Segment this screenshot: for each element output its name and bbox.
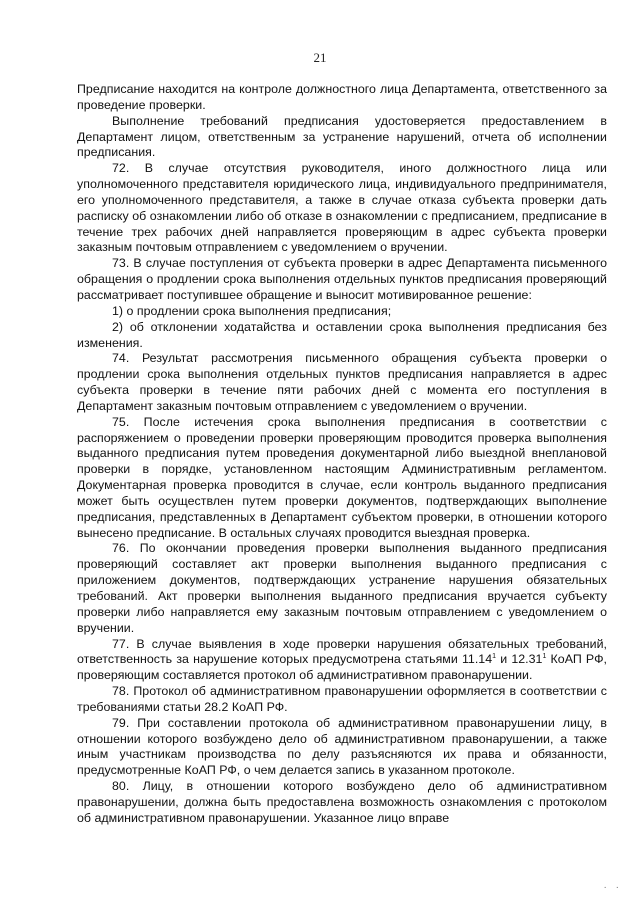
paragraph-77 [77,637,607,685]
paragraph-73: 73. В случае поступления от субъекта проверки в адрес Департамента письменного обращения о продлении срока выполнения отдельных пунктов предписания проверяющий рассматривает поступившее обращение и выносит мотивированное решение: [77,256,607,302]
paragraph-77-part-b: и 12.31 [496,652,543,667]
page-number: 21 [313,50,327,65]
superscript: 1 [492,653,497,661]
paragraph: Предписание находится на контроле должностного лица Департамента, ответственного за проведение проверки. [77,82,607,112]
paragraph-75: 75. После истечения срока выполнения предписания в соответствии с распоряжением о проведении проверки проверяющим проводится проверка выполнения выданного предписания путем проведения документарной либо выездной внеплановой проверки в порядке, установленном настоящим Административным регламентом. Документарная проверка проводится в случае, если контроль выданного предписания может быть осуществлен путем проверки документов, подтверждающих выполнение предписания, представленных в Департамент субъектом проверки, в отношении которого вынесено предписание. В остальных случаях проводится выездная проверка. [77,414,607,540]
paragraph-80: 80. Лицу, в отношении которого возбуждено дело об административном правонарушении, должна быть предоставлена возможность ознакомления с протоколом об административном правонарушении. Указанное лицо вправе [77,779,607,825]
list-item-1: 1) о продлении срока выполнения предписания; [112,303,392,318]
paragraph-77-part-c: КоАП РФ, проверяющим составляется протокол об административном правонарушении. [77,652,607,683]
scan-marks: · · [603,882,622,893]
superscript: 1 [542,653,547,661]
paragraph-79: 79. При составлении протокола об административном правонарушении лицу, в отношении которого возбуждено дело об административном правонарушении, а также иным участникам производства по делу разъясняются их права и обязанности, предусмотренные КоАП РФ, о чем делается запись в указанном протоколе. [77,715,607,778]
list-item-2: 2) об отклонении ходатайства и оставлении срока выполнения предписания без изменения. [77,319,607,350]
paragraph-72: 72. В случае отсутствия руководителя, иного должностного лица или уполномоченного представителя юридического лица, индивидуального предпринимателя, его уполномоченного представителя, а также в случае отказа субъекта проверки дать расписку об ознакомлении либо об отказе в ознакомлении с предписанием, предписание в течение трех рабочих дней направляется проверяющим в адрес субъекта проверки заказным почтовым отправлением с уведомлением о вручении. [77,161,607,255]
document-body [77,82,607,827]
paragraph-78: 78. Протокол об административном правонарушении оформляется в соответствии с требованиями статьи 28.2 КоАП РФ. [77,684,607,714]
paragraph-76: 76. По окончании проведения проверки выполнения выданного предписания проверяющий составляет акт проверки выполнения выданного предписания с приложением документов, подтверждающих устранение нарушения обязательных требований. Акт проверки выполнения выданного предписания вручается субъекту проверки либо направляется ему заказным почтовым отправлением с уведомлением о вручении. [77,541,607,635]
paragraph: Выполнение требований предписания удостоверяется предоставлением в Департамент лицом, ответственным за устранение нарушений, отчета об исполнении предписания. [77,113,607,160]
paragraph-77-part-a: 77. В случае выявления в ходе проверки нарушения обязательных требований, ответственность за нарушение которых предусмотрена статьями 11.14 [77,636,607,667]
paragraph-74: 74. Результат рассмотрения письменного обращения субъекта проверки о продлении срока выполнения отдельных пунктов предписания направляется в адрес субъекта проверки в течение пяти рабочих дней с момента его поступления в Департамент заказным почтовым отправлением с уведомлением о вручении. [77,351,607,413]
